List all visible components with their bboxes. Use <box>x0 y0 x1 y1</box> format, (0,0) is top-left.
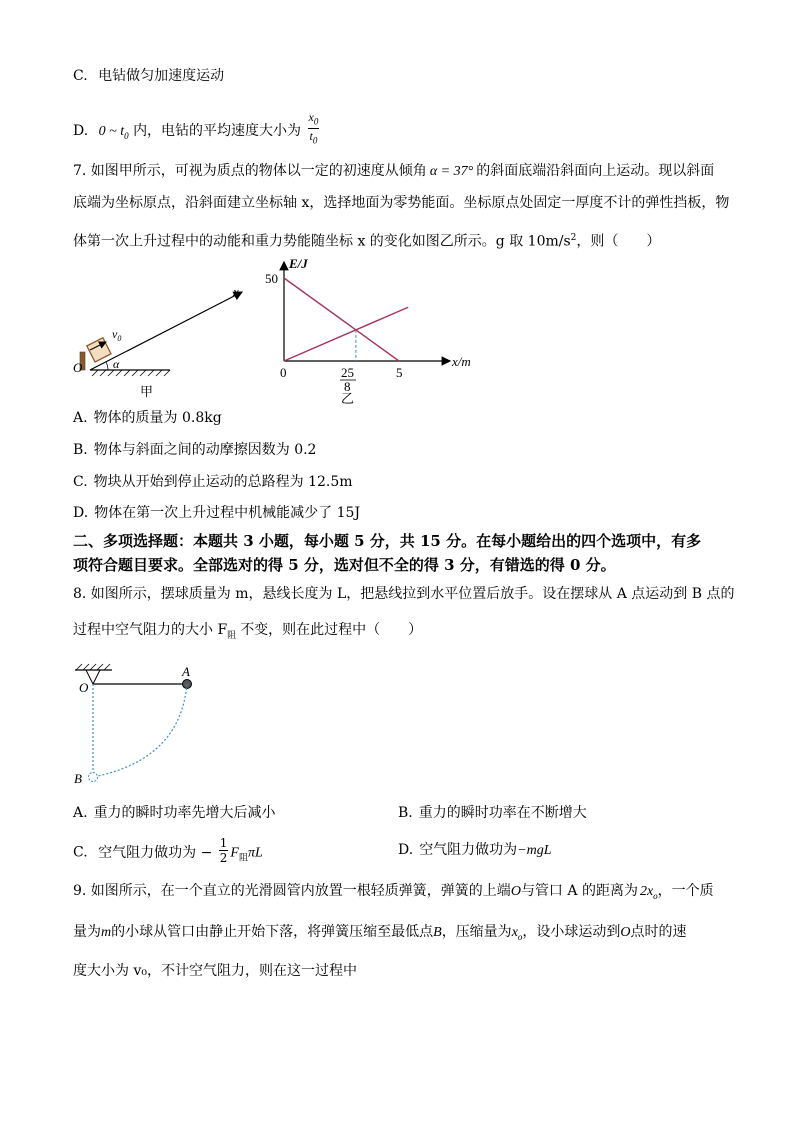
q7-line-3: 体第一次上升过程中的动能和重力势能随坐标 x 的变化如图乙所示。g 取 $10m/s^2$，则（ ） <box>73 233 661 250</box>
q7-option-b: B. 物体与斜面之间的动摩擦因数为 0.2 <box>73 442 317 458</box>
x-tick-5: 5 <box>396 365 403 380</box>
half-fraction: $\frac{1}{2}$ <box>219 836 228 865</box>
q7-option-a: A. 物体的质量为 0.8kg <box>73 410 222 426</box>
q7-line-2: 底端为坐标原点，沿斜面建立坐标轴 x，选择地面为零势能面。坐标原点处固定一厚度不计的弹性挡板，物 <box>73 195 730 211</box>
q9-line-1: 9. 如图所示，在一个直立的光滑圆管内放置一根轻质弹簧，弹簧的上端O与管口 A 的距离为 $2x_o$，一个质 <box>73 883 714 901</box>
origin-tick: 0 <box>280 365 287 380</box>
label-b: B <box>74 771 82 786</box>
q8-option-a: A. 重力的瞬时功率先增大后减小 <box>73 805 276 821</box>
origin-label: O <box>73 360 83 375</box>
x-axis-label: x/m <box>452 354 471 369</box>
q7-option-c: C. 物块从开始到停止运动的总路程为 12.5m <box>73 474 353 490</box>
q7-option-d: D. 物体在第一次上升过程中机械能减少了 15J <box>73 505 361 521</box>
support-right <box>93 670 100 684</box>
label-o: O <box>79 680 89 695</box>
label-a: A <box>182 664 190 679</box>
option-label: D. <box>73 122 89 139</box>
q9-line-2: 量为m的小球从管口由静止开始下落，将弹簧压缩至最低点B，压缩量为$x_o$，设小球运动到O点时的速 <box>73 924 687 942</box>
option-text: 内，电钻的平均速度大小为 <box>133 122 302 139</box>
q8-line-1: 8. 如图所示，摆球质量为 m，悬线长度为 L，把悬线拉到水平位置后放手。设在摆球从 A 点运动到 B 点的 <box>73 586 735 602</box>
option-label: C. <box>73 68 88 84</box>
y-tick-50: 50 <box>265 271 278 286</box>
x-tick-frac-num: 25 <box>341 365 354 380</box>
figure-caption-left: 甲 <box>140 384 154 399</box>
q9-line-3: 度大小为 v₀，不计空气阻力，则在这一过程中 <box>73 963 357 979</box>
average-speed-fraction: $\frac{x_0}{t_0}$ <box>308 110 319 146</box>
x-tick-frac-den: 8 <box>344 379 351 394</box>
angle-label: α <box>113 357 120 371</box>
option-text: 电钻做匀加速度运动 <box>98 68 225 84</box>
y-axis-label: E/J <box>289 256 308 271</box>
velocity-label: $v_0$ <box>112 327 122 343</box>
ball-b <box>89 773 98 782</box>
section-2-header-line-1: 二、多项选择题：本题共 3 小题，每小题 5 分，共 15 分。在每小题给出的四个选项中，有多 <box>73 532 702 550</box>
section-2-header-line-2: 项符合题目要求。全部选对的得 5 分，选对但不全的得 3 分，有错选的得 0 分。 <box>73 556 616 574</box>
q8-option-c: C. 空气阻力做功为 − $\frac{1}{2}$ $F_阻\pi L$ <box>73 836 263 865</box>
axis-x-label: x <box>233 284 239 299</box>
figure-caption-right: 乙 <box>341 391 355 406</box>
arc-path <box>93 684 187 777</box>
q7-line-1: 7. 如图甲所示，可视为质点的物体以一定的初速度从倾角 α = 37° 的斜面底端沿斜面向上运动。现以斜面 <box>73 163 715 179</box>
q8-option-b: B. 重力的瞬时功率在不断增大 <box>398 805 587 821</box>
q8-option-d: D. 空气阻力做功为−mgL <box>398 842 552 858</box>
time-range: 0 ~ $t_0$ <box>98 123 129 141</box>
q8-line-2: 过程中空气阻力的大小 $F_阻$ 不变，则在此过程中（ ） <box>73 622 423 641</box>
ceiling-hatch <box>76 664 110 670</box>
